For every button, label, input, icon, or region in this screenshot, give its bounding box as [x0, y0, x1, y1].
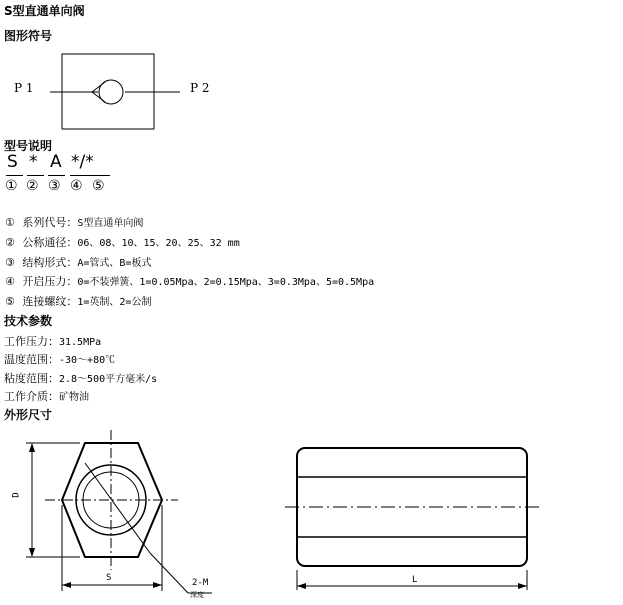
model-item-label: 系列代号：	[22, 216, 78, 229]
circled-number-1: ①	[5, 178, 18, 194]
dimension-heading: 外形尺寸	[4, 408, 53, 422]
tech-param-label: 粘度范围：	[4, 372, 59, 385]
code-char-structure: A	[50, 152, 62, 172]
model-item-num: ⑤	[5, 295, 15, 308]
tech-param-pressure	[4, 333, 101, 349]
circled-number-4: ④	[70, 178, 83, 194]
tech-param-temperature	[4, 351, 115, 367]
model-item-value: 1=英制、2=公制	[77, 297, 152, 308]
s-arrow-left	[62, 582, 71, 588]
model-item-value: S型直通单向阀	[77, 218, 144, 229]
tech-param-medium	[4, 388, 89, 404]
model-item-label: 连接螺纹：	[22, 295, 78, 308]
d-dimension-label: D	[11, 492, 22, 498]
port-p1-label: P 1	[14, 81, 34, 95]
model-item-num: ④	[5, 275, 15, 288]
check-valve-symbol	[40, 50, 190, 135]
tech-param-value: 2.8～500平方毫米/s	[59, 374, 158, 385]
tech-param-value: 31.5MPa	[59, 337, 102, 348]
s-dimension-label: S	[106, 573, 112, 583]
model-item-num: ②	[5, 236, 15, 249]
side-view-drawing	[285, 440, 545, 595]
model-item-value: 0=不装弹簧、1=0.05Mpa、2=0.15Mpa、3=0.3Mpa、5=0.5Mpa	[77, 277, 375, 288]
l-dimension-label: L	[412, 575, 418, 585]
model-item-label: 结构形式：	[22, 256, 78, 269]
page-title: S型直通单向阀	[4, 4, 85, 18]
code-underline-4	[70, 175, 110, 176]
thread-label: 2-M	[192, 578, 209, 588]
s-arrow-right	[153, 582, 162, 588]
l-arrow-left	[297, 583, 306, 589]
model-item-2	[5, 234, 240, 250]
d-arrow-top	[29, 443, 35, 452]
model-heading: 型号说明	[4, 139, 53, 153]
thread-leader-line	[85, 463, 150, 553]
model-item-4	[5, 273, 374, 289]
circled-number-2: ②	[26, 178, 39, 194]
code-char-bore: *	[29, 152, 38, 172]
l-arrow-right	[518, 583, 527, 589]
d-arrow-bottom	[29, 548, 35, 557]
model-item-1	[5, 214, 143, 230]
model-item-label: 开启压力：	[22, 275, 78, 288]
model-item-3	[5, 254, 151, 270]
circled-number-3: ③	[48, 178, 61, 194]
model-item-5	[5, 293, 151, 309]
seat-line-lower	[92, 92, 105, 102]
model-item-value: 06、08、10、15、20、25、32 mm	[77, 238, 240, 249]
port-p2-label: P 2	[190, 81, 210, 95]
tech-param-label: 工作介质：	[4, 390, 59, 403]
tech-param-value: 矿物油	[59, 392, 89, 403]
tech-param-viscosity	[4, 370, 157, 386]
thread-depth-label: 深度	[190, 591, 204, 599]
tech-param-label: 工作压力：	[4, 335, 59, 348]
tech-param-label: 温度范围：	[4, 353, 59, 366]
code-char-series: S	[7, 152, 18, 172]
model-item-label: 公称通径：	[22, 236, 78, 249]
tech-param-value: -30～+80℃	[59, 355, 116, 366]
code-underline-3	[48, 175, 65, 176]
code-char-pressure-thread: */*	[71, 152, 94, 172]
model-item-value: A=管式、B=板式	[77, 258, 152, 269]
code-underline-2	[27, 175, 44, 176]
circled-number-5: ⑤	[92, 178, 105, 194]
symbol-heading: 图形符号	[4, 29, 53, 43]
tech-heading: 技术参数	[4, 314, 53, 328]
model-item-num: ③	[5, 256, 15, 269]
seat-line-upper	[92, 82, 105, 92]
code-underline-1	[6, 175, 23, 176]
model-item-num: ①	[5, 216, 15, 229]
